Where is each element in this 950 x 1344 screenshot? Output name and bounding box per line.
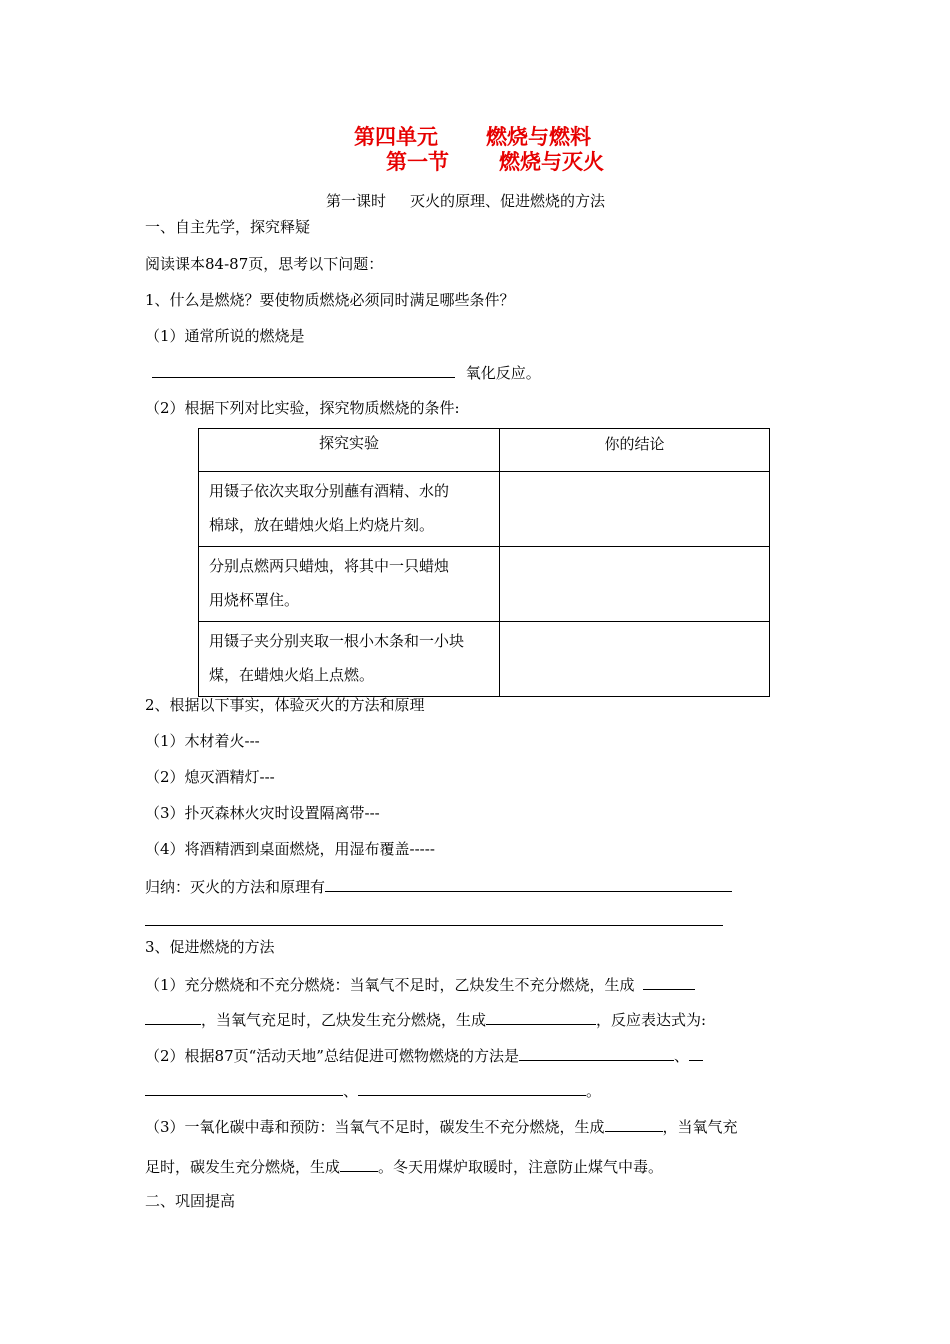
question-1: 1、什么是燃烧？要使物质燃烧必须同时满足哪些条件？ — [145, 291, 515, 309]
question-1-2: （2）根据下列对比实验，探究物质燃烧的条件: — [145, 399, 460, 417]
unit-name: 燃烧与燃料 — [486, 125, 591, 149]
question-1-1-tail: 氧化反应。 — [465, 364, 541, 382]
experiment-text-line: 分别点燃两只蜡烛，将其中一只蜡烛 — [209, 557, 450, 575]
table-header-experiment: 探究实验 — [199, 429, 500, 472]
table-header-conclusion: 你的结论 — [500, 429, 770, 472]
answer-blank[interactable] — [605, 1115, 663, 1132]
question-3-3-text: ，当氧气充 — [662, 1118, 738, 1136]
question-2-item: （4）将酒精洒到桌面燃烧，用湿布覆盖----- — [145, 840, 435, 858]
experiment-text-line: 用镊子依次夹取分别蘸有酒精、水的 — [209, 482, 450, 500]
lesson-number: 第一课时 — [326, 192, 387, 210]
answer-blank[interactable] — [519, 1044, 674, 1061]
unit-number: 第四单元 — [354, 125, 438, 149]
experiment-cell — [199, 622, 500, 697]
experiment-table — [198, 428, 770, 697]
question-2: 2、根据以下事实，体验灭火的方法和原理 — [145, 696, 425, 714]
experiment-cell — [199, 547, 500, 622]
question-1-1-blank-line — [152, 361, 541, 383]
reading-instruction: 阅读课本84-87页，思考以下问题： — [145, 255, 384, 273]
answer-blank[interactable] — [145, 909, 723, 926]
question-3-2-cont — [145, 1079, 601, 1101]
answer-blank[interactable] — [643, 973, 695, 990]
answer-blank[interactable] — [340, 1155, 378, 1172]
question-3-2-text: （2）根据87页“活动天地”总结促进可燃物燃烧的方法是 — [145, 1047, 519, 1065]
table-row — [199, 472, 770, 547]
unit-title — [354, 124, 591, 150]
table-header-row — [199, 429, 770, 472]
answer-blank[interactable] — [325, 875, 732, 892]
answer-blank[interactable] — [689, 1044, 703, 1061]
question-3-3-text: 足时，碳发生充分燃烧，生成 — [145, 1158, 341, 1176]
section-number: 第一节 — [386, 150, 449, 174]
answer-blank[interactable] — [152, 361, 455, 378]
question-1-1: （1）通常所说的燃烧是 — [145, 327, 305, 345]
summary-line — [145, 875, 732, 897]
question-3-1 — [145, 973, 695, 995]
summary-line-2 — [145, 909, 723, 931]
question-2-item: （1）木材着火--- — [145, 732, 260, 750]
period: 。 — [586, 1082, 602, 1100]
question-3-1-text: ，反应表达式为: — [596, 1011, 707, 1029]
section2-heading: 二、巩固提高 — [145, 1192, 236, 1210]
table-row — [199, 547, 770, 622]
question-2-item: （2）熄灭酒精灯--- — [145, 768, 275, 786]
conclusion-cell[interactable] — [500, 472, 770, 547]
experiment-cell — [199, 472, 500, 547]
section1-heading: 一、自主先学，探究释疑 — [145, 218, 311, 236]
question-3: 3、促进燃烧的方法 — [145, 938, 275, 956]
experiment-text-line: 用镊子夹分别夹取一根小木条和一小块 — [209, 632, 465, 650]
lesson-subtitle — [326, 191, 605, 211]
experiment-text-line: 棉球，放在蜡烛火焰上灼烧片刻。 — [209, 516, 435, 534]
answer-blank[interactable] — [358, 1079, 586, 1096]
question-3-3-text: 。冬天用煤炉取暖时，注意防止煤气中毒。 — [378, 1158, 664, 1176]
question-3-3 — [145, 1115, 738, 1137]
separator: 、 — [673, 1047, 689, 1065]
section-name: 燃烧与灭火 — [499, 150, 604, 174]
experiment-text-line: 用烧杯罩住。 — [209, 591, 300, 609]
answer-blank[interactable] — [145, 1079, 343, 1096]
question-2-item: （3）扑灭森林火灾时设置隔离带--- — [145, 804, 380, 822]
experiment-text-line: 煤，在蜡烛火焰上点燃。 — [209, 666, 375, 684]
separator: 、 — [343, 1082, 359, 1100]
question-3-3-text: （3）一氧化碳中毒和预防：当氧气不足时，碳发生不充分燃烧，生成 — [145, 1118, 605, 1136]
summary-label: 归纳：灭火的方法和原理有 — [145, 878, 326, 896]
answer-blank[interactable] — [145, 1008, 201, 1025]
question-3-1-cont — [145, 1008, 706, 1030]
lesson-topic: 灭火的原理、促进燃烧的方法 — [410, 192, 606, 210]
conclusion-cell[interactable] — [500, 547, 770, 622]
question-3-1-text: （1）充分燃烧和不充分燃烧：当氧气不足时，乙炔发生不充分燃烧，生成 — [145, 976, 635, 994]
question-3-3-cont — [145, 1155, 663, 1177]
question-3-1-text: ，当氧气充足时，乙炔发生充分燃烧，生成 — [201, 1011, 487, 1029]
table-row — [199, 622, 770, 697]
conclusion-cell[interactable] — [500, 622, 770, 697]
question-3-2 — [145, 1044, 703, 1066]
section-title — [386, 149, 604, 175]
answer-blank[interactable] — [486, 1008, 596, 1025]
